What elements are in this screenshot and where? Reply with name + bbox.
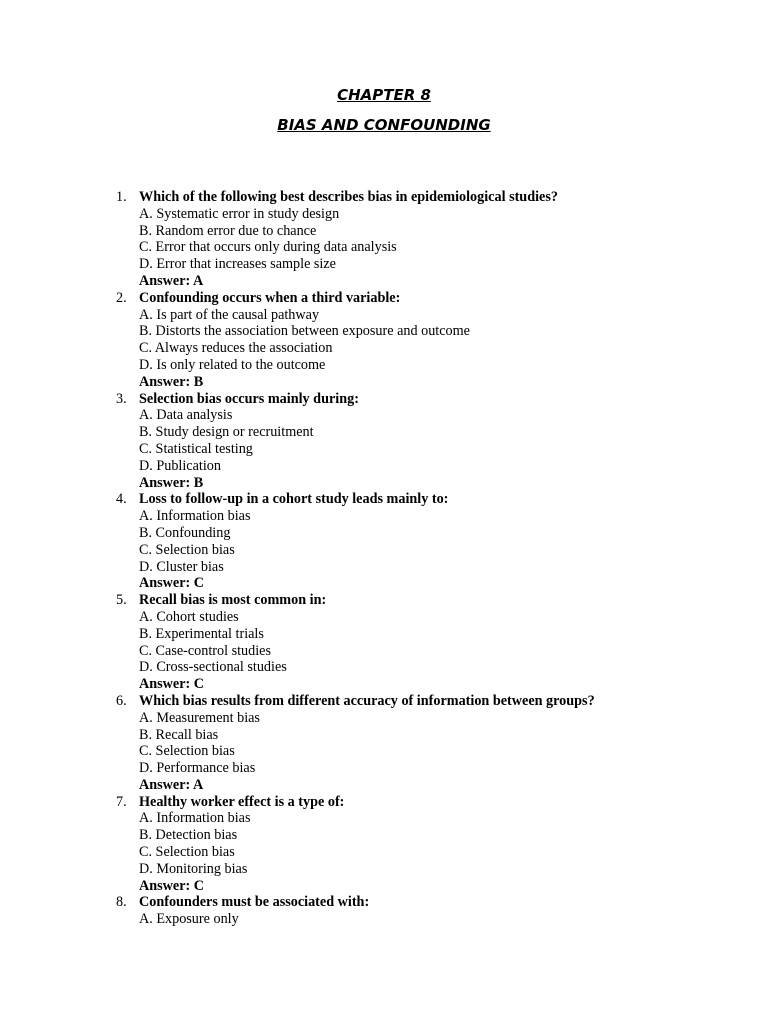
question-item xyxy=(0,794,768,895)
correct-answer: Answer: C xyxy=(139,575,205,592)
answer-option: C. Statistical testing xyxy=(139,440,253,457)
answer-option: B. Random error due to chance xyxy=(139,222,317,239)
answer-option: D. Is only related to the outcome xyxy=(139,356,326,373)
answer-option: A. Exposure only xyxy=(139,911,239,928)
question-text: Confounders must be associated with: xyxy=(139,894,370,911)
question-item xyxy=(0,693,768,794)
answer-option: A. Information bias xyxy=(139,810,251,827)
question-list xyxy=(0,189,768,928)
chapter-title xyxy=(0,86,768,104)
correct-answer: Answer: C xyxy=(139,877,205,894)
question-number: 2. xyxy=(116,289,127,306)
question-number: 5. xyxy=(116,592,127,609)
answer-option: B. Confounding xyxy=(139,524,231,541)
chapter-title-text: CHAPTER 8 xyxy=(337,86,431,104)
answer-option: D. Publication xyxy=(139,457,221,474)
correct-answer: Answer: B xyxy=(139,474,204,491)
answer-option: C. Selection bias xyxy=(139,743,235,760)
answer-option: A. Systematic error in study design xyxy=(139,205,340,222)
question-item xyxy=(0,491,768,592)
question-text: Which of the following best describes bias in epidemiological studies? xyxy=(139,189,558,205)
question-text: Healthy worker effect is a type of: xyxy=(139,793,345,810)
correct-answer: Answer: A xyxy=(139,272,204,289)
question-item xyxy=(0,894,768,928)
question-number: 8. xyxy=(116,894,127,911)
question-item xyxy=(0,391,768,492)
answer-option: D. Cross-sectional studies xyxy=(139,659,287,676)
question-text: Selection bias occurs mainly during: xyxy=(139,390,359,407)
question-number: 1. xyxy=(116,189,127,205)
answer-option: A. Data analysis xyxy=(139,407,233,424)
answer-option: C. Error that occurs only during data analysis xyxy=(139,239,397,256)
answer-option: A. Information bias xyxy=(139,508,251,525)
answer-option: A. Is part of the causal pathway xyxy=(139,306,320,323)
question-number: 7. xyxy=(116,793,127,810)
correct-answer: Answer: B xyxy=(139,373,204,390)
answer-option: D. Monitoring bias xyxy=(139,860,248,877)
answer-option: C. Always reduces the association xyxy=(139,340,333,357)
answer-option: B. Recall bias xyxy=(139,726,219,743)
correct-answer: Answer: A xyxy=(139,776,204,793)
question-item xyxy=(0,592,768,693)
answer-option: C. Selection bias xyxy=(139,844,235,861)
question-item xyxy=(0,290,768,391)
question-number: 3. xyxy=(116,390,127,407)
answer-option: D. Cluster bias xyxy=(139,558,224,575)
chapter-subtitle xyxy=(0,116,768,134)
question-text: Which bias results from different accuracy of information between groups? xyxy=(139,692,595,709)
question-text: Loss to follow-up in a cohort study leads mainly to: xyxy=(139,491,449,508)
answer-option: A. Measurement bias xyxy=(139,709,260,726)
question-number: 6. xyxy=(116,692,127,709)
answer-option: B. Detection bias xyxy=(139,827,238,844)
answer-option: B. Distorts the association between exposure and outcome xyxy=(139,323,470,340)
answer-option: D. Error that increases sample size xyxy=(139,256,336,273)
chapter-subtitle-text: BIAS AND CONFOUNDING xyxy=(277,116,491,134)
answer-option: B. Experimental trials xyxy=(139,625,264,642)
answer-option: A. Cohort studies xyxy=(139,608,239,625)
answer-option: D. Performance bias xyxy=(139,760,256,777)
question-number: 4. xyxy=(116,491,127,508)
answer-option: C. Selection bias xyxy=(139,541,235,558)
answer-option: C. Case-control studies xyxy=(139,642,272,659)
question-text: Recall bias is most common in: xyxy=(139,592,327,609)
question-item xyxy=(0,189,768,290)
correct-answer: Answer: C xyxy=(139,676,205,693)
answer-option: B. Study design or recruitment xyxy=(139,424,314,441)
question-text: Confounding occurs when a third variable: xyxy=(139,289,401,306)
